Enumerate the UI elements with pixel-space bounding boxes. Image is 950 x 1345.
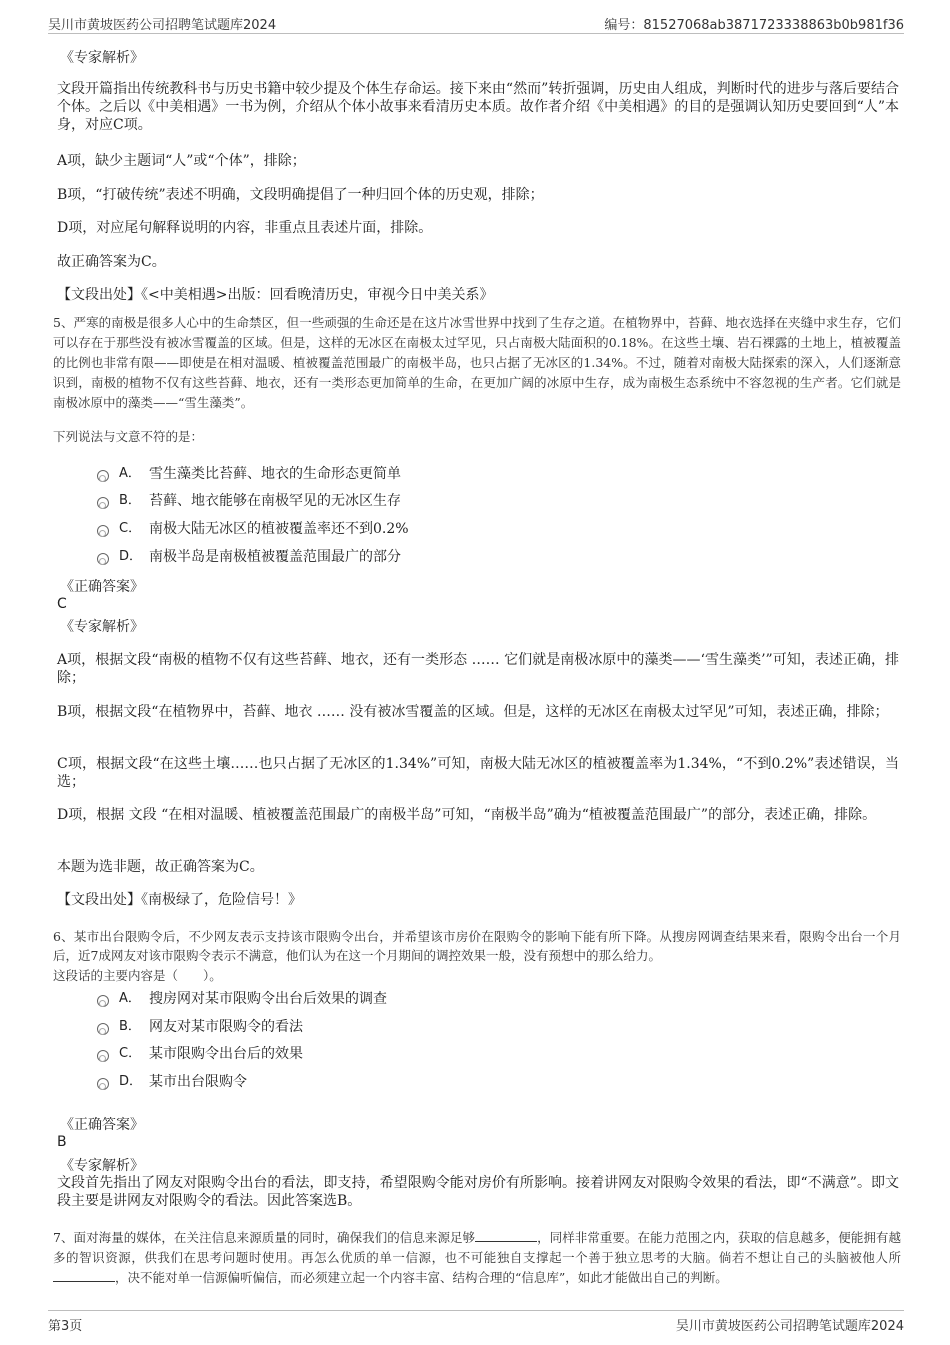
q4-option-b-analysis: B项，“打破传统”表述不明确，文段明确提倡了一种归回个体的历史观，排除； (57, 187, 544, 203)
q5-answer: C (57, 596, 67, 612)
header-title: 吴川市黄坡医药公司招聘笔试题库2024 (48, 18, 277, 33)
header-serial: 编号：81527068ab3871723338863b0b981f36 (604, 18, 904, 33)
q4-analysis: 文段开篇指出传统教科书与历史书籍中较少提及个体生存命运。接下来由“然而”转折强调，历史由人组成，判断时代的进步与落后要结合个体。之后以《中美相遇》一书为例，介绍从个体小故事来看清历史本质。故作者介绍《中美相遇》的目的是强调认知历史要回到“人”本身，对应C项。 (57, 81, 899, 133)
q6-answer: B (57, 1134, 67, 1150)
q4-option-a-analysis: A项，缺少主题词“人”或“个体”，排除； (57, 153, 306, 169)
q6-expert-label: 《专家解析》 (60, 1158, 144, 1174)
q6-option-c[interactable]: C． 某市限购令出台后的效果 (97, 1045, 303, 1063)
radio-icon[interactable] (97, 470, 109, 482)
q7-blank-2 (53, 1269, 115, 1282)
page-header (48, 11, 904, 34)
radio-icon[interactable] (97, 497, 109, 509)
page-number: 第3页 (48, 1319, 83, 1334)
q6-option-d[interactable]: D． 某市出台限购令 (97, 1073, 247, 1091)
q6-analysis: 文段首先指出了网友对限购令出台的看法，即支持，希望限购令能对房价有所影响。接着讲网友对限购令效果的看法，即“不满意”。即文段主要是讲网友对限购令的看法。因此答案选B。 (57, 1175, 899, 1209)
q5-option-a-analysis: A项，根据文段“南极的植物不仅有这些苔藓、地衣，还有一类形态 …… 它们就是南极冰原中的藻类——‘雪生藻类’”可知，表述正确，排除； (57, 652, 899, 686)
radio-icon[interactable] (97, 525, 109, 537)
q5-option-d[interactable]: D． 南极半岛是南极植被覆盖范围最广的部分 (97, 548, 401, 566)
q5-option-a[interactable]: A． 雪生藻类比苔藓、地衣的生命形态更简单 (97, 465, 401, 483)
q5-stem: 5、严寒的南极是很多人心中的生命禁区，但一些顽强的生命还是在这片冰雪世界中找到了生存之道。在植物界中，苔藓、地衣选择在夹缝中求生存，它们可以存在于那些没有被冰雪覆盖的区域。但是，这样的无冰区在南极太过罕见，只占南极大陆面积的0.18%。在这些土壤、岩石裸露的土地上，植被覆盖的比例也非常有限——即使是在相对温暖、植被覆盖范围最广的南极半岛，也只占据了无冰区的1.34%。不过，随着对南极大陆探索的深入，人们逐渐意识到，南极的植物不仅有这些苔藓、地衣，还有一类形态更加简单的生命，在更加广阔的冰原中生存，成为南极生态系统中不容忽视的生产者。它们就是南极冰原中的藻类——“雪生藻类”。 (53, 315, 901, 410)
radio-icon[interactable] (97, 995, 109, 1007)
page-footer (48, 1310, 904, 1337)
q5-option-d-analysis: D项，根据 文段 “在相对温暖、植被覆盖范围最广的南极半岛”可知，“南极半岛”确为“植被覆盖范围最广”的部分，表述正确，排除。 (57, 807, 877, 823)
radio-icon[interactable] (97, 1023, 109, 1035)
q5-option-b[interactable]: B． 苔藓、地衣能够在南极罕见的无冰区生存 (97, 492, 401, 510)
q6-answer-label: 《正确答案》 (60, 1117, 144, 1133)
footer-title: 吴川市黄坡医药公司招聘笔试题库2024 (675, 1319, 904, 1334)
q5-option-c-analysis: C项，根据文段“在这些土壤……也只占据了无冰区的1.34%”可知，南极大陆无冰区的植被覆盖率为1.34%，“不到0.2%”表述错误，当选； (57, 756, 899, 790)
q5-option-c[interactable]: C． 南极大陆无冰区的植被覆盖率还不到0.2% (97, 520, 409, 538)
q6-option-b[interactable]: B． 网友对某市限购令的看法 (97, 1018, 303, 1036)
q5-answer-label: 《正确答案》 (60, 579, 144, 595)
q5-option-b-analysis: B项，根据文段“在植物界中，苔藓、地衣 …… 没有被冰雪覆盖的区域。但是，这样的无冰区在南极太过罕见”可知，表述正确，排除； (57, 704, 889, 720)
q4-conclusion: 故正确答案为C。 (57, 254, 166, 270)
q5-conclusion: 本题为选非题，故正确答案为C。 (57, 859, 264, 875)
q6-option-a[interactable]: A． 搜房网对某市限购令出台后效果的调查 (97, 990, 387, 1008)
q4-expert-label: 《专家解析》 (60, 50, 144, 66)
radio-icon[interactable] (97, 553, 109, 565)
radio-icon[interactable] (97, 1078, 109, 1090)
q4-option-d-analysis: D项，对应尾句解释说明的内容，非重点且表述片面，排除。 (57, 220, 433, 236)
q4-source: 【文段出处】《<中美相遇>出版：回看晚清历史，审视今日中美关系》 (57, 287, 494, 303)
q7-stem: 7、面对海量的媒体，在关注信息来源质量的同时，确保我们的信息来源足够 ，同样非常重要。在能力范围之内，获取的信息越多，便能拥有越多的智识资源，供我们在思考问题时使用。再怎么优质的单一信源，也不可能独自支撑起一个善于独立思考的大脑。倘若不想让自己的头脑被他人所，决不能对单一信源偏听偏信，而必须建立起一个内容丰富、结构合理的“信息库”，如此才能做出自己的判断。 (53, 1230, 901, 1285)
q7-blank-1 (475, 1229, 537, 1242)
q5-expert-label: 《专家解析》 (60, 619, 144, 635)
q5-question: 下列说法与文意不符的是： (53, 429, 204, 444)
q6-question: 这段话的主要内容是（ ）。 (53, 968, 222, 983)
radio-icon[interactable] (97, 1050, 109, 1062)
q5-source: 【文段出处】《南极绿了，危险信号！》 (57, 892, 302, 908)
q6-stem: 6、某市出台限购令后，不少网友表示支持该市限购令出台，并希望该市房价在限购令的影响下能有所下降。从搜房网调查结果来看，限购令出台一个月后，近7成网友对该市限购令表示不满意，他们认为在这一个月期间的调控效果一般，没有预想中的那么给力。 (53, 929, 901, 963)
